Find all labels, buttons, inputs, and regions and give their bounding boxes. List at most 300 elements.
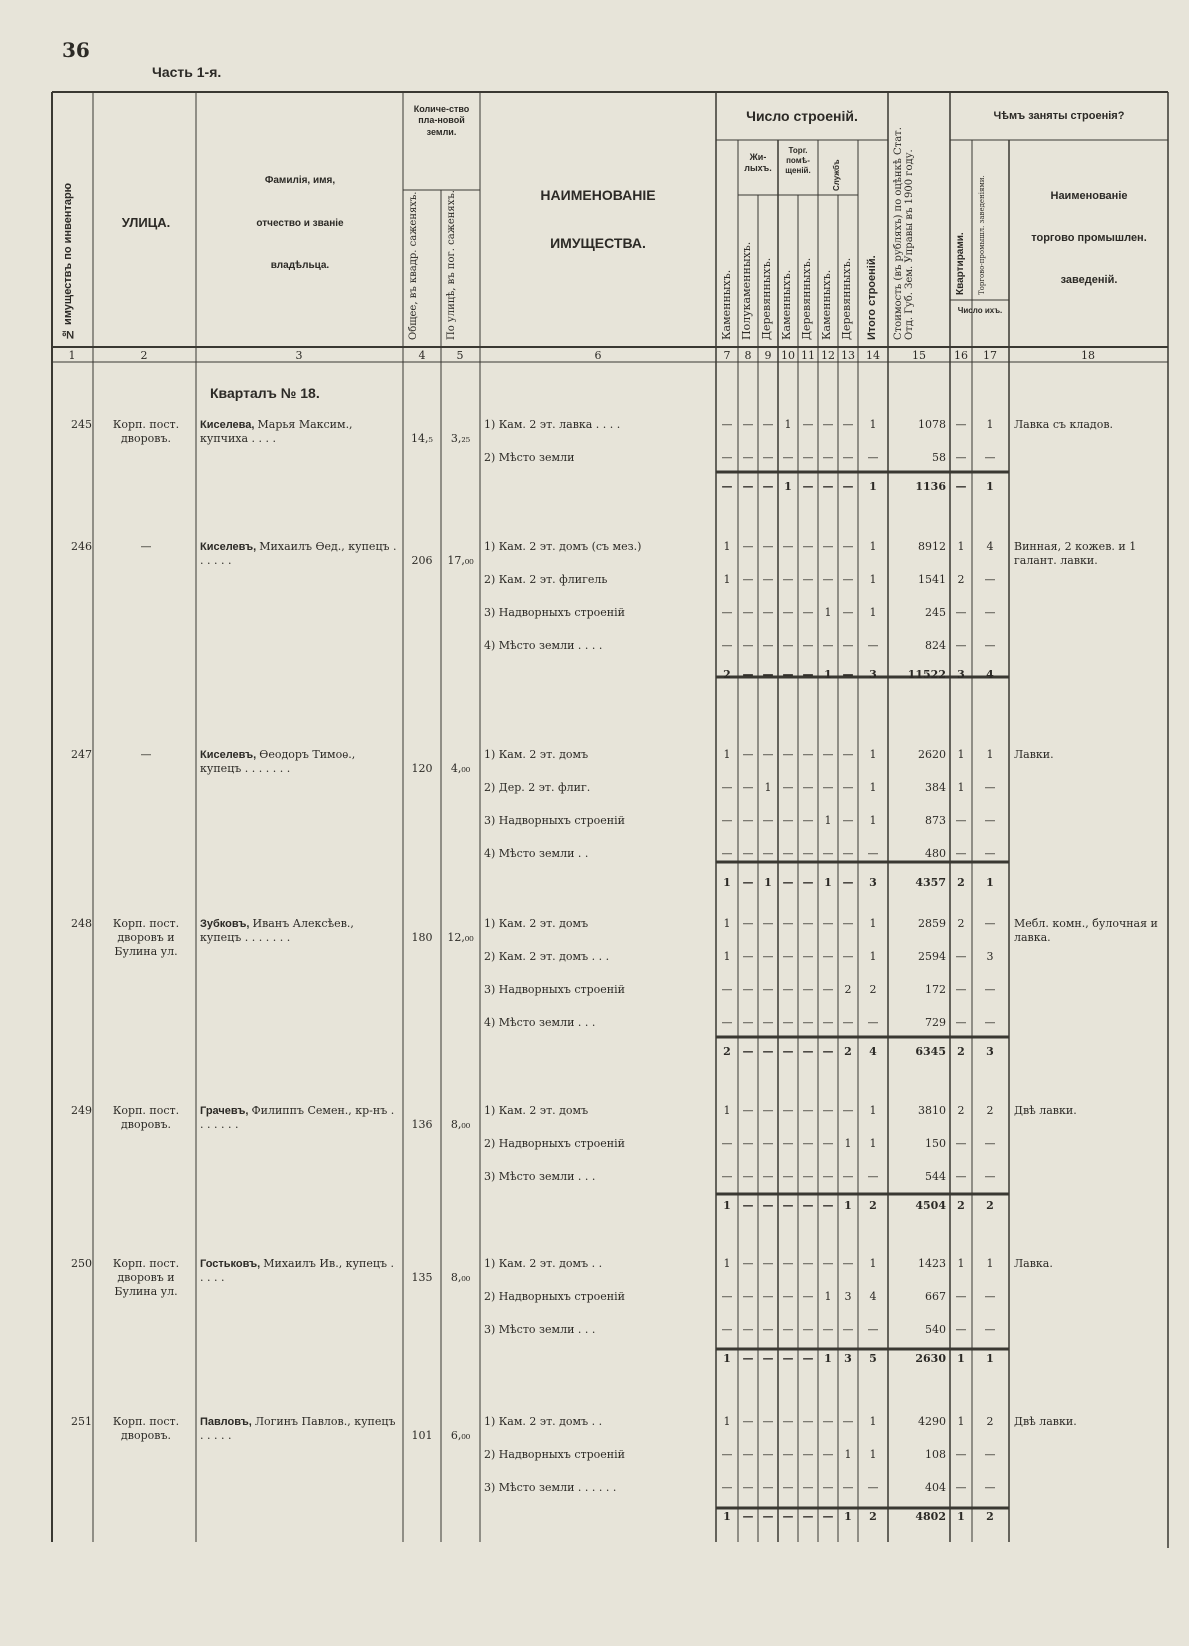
frontage: 8,₀₀: [450, 1118, 471, 1131]
building-count: —: [742, 573, 754, 586]
building-count: —: [762, 1170, 774, 1183]
column-number: 17: [983, 349, 997, 362]
building-count: —: [762, 1481, 774, 1494]
building-count: 1: [869, 1137, 877, 1150]
header-service: Службъ: [832, 159, 841, 191]
header-trade-est: Торгово-промышл. заведеніями.: [978, 175, 986, 295]
building-count: —: [782, 748, 794, 761]
building-count: —: [842, 814, 854, 827]
building-count: —: [802, 1104, 814, 1117]
building-count: 1: [784, 418, 792, 431]
owner-surname: Киселевъ,: [200, 749, 260, 761]
building-count: —: [867, 639, 879, 652]
building-count: —: [762, 748, 774, 761]
total-building-count: 1: [723, 1352, 731, 1365]
owner-surname: Киселевъ,: [200, 541, 260, 553]
trade-count: —: [984, 573, 996, 586]
header-c11: Деревянныхъ.: [800, 257, 813, 340]
building-count: —: [782, 606, 794, 619]
cost-value: 172: [925, 983, 946, 996]
header-est-line3: заведеній.: [1060, 274, 1118, 286]
building-count: —: [822, 1415, 834, 1428]
header-land: Количе-ство пла-новой земли.: [413, 104, 470, 137]
apartments-count: 1: [957, 540, 965, 553]
building-count: 1: [824, 1290, 832, 1303]
building-count: —: [802, 451, 814, 464]
header-est-line1: Наименованіе: [1050, 190, 1128, 202]
building-count: —: [802, 1137, 814, 1150]
building-count: —: [782, 983, 794, 996]
building-count: —: [762, 1415, 774, 1428]
total-building-count: —: [742, 876, 754, 889]
trade-count: —: [984, 606, 996, 619]
property-item: 1) Кам. 2 эт. лавка . . . .: [484, 418, 621, 431]
property-item: 2) Надворныхъ строеній: [484, 1290, 625, 1303]
building-count: 1: [869, 748, 877, 761]
building-count: —: [782, 1415, 794, 1428]
establishment-name: Винная, 2 кожев. и 1 галант. лавки.: [1014, 540, 1137, 567]
building-count: —: [782, 1481, 794, 1494]
cost-value: 2859: [918, 917, 946, 930]
building-count: —: [842, 950, 854, 963]
trade-count: —: [984, 1323, 996, 1336]
trade-count: —: [984, 1448, 996, 1461]
building-count: —: [802, 1448, 814, 1461]
total-building-count: 2: [844, 1045, 852, 1058]
trade-count: 4: [986, 540, 994, 553]
building-count: —: [742, 451, 754, 464]
header-owner-line3: владѣльца.: [270, 260, 330, 271]
total-trade: 1: [986, 1352, 994, 1365]
building-count: —: [822, 1137, 834, 1150]
building-count: —: [762, 917, 774, 930]
trade-count: —: [984, 451, 996, 464]
building-count: —: [842, 1481, 854, 1494]
building-count: —: [842, 748, 854, 761]
establishment-name: Лавки.: [1014, 748, 1054, 761]
total-building-count: —: [762, 480, 774, 493]
total-building-count: —: [762, 1199, 774, 1212]
apartments-count: —: [955, 418, 967, 431]
property-item: 2) Кам. 2 эт. домъ . . .: [484, 950, 610, 963]
building-count: —: [762, 1323, 774, 1336]
header-est-line2: торгово промышлен.: [1031, 232, 1147, 244]
apartments-count: —: [955, 606, 967, 619]
header-c10: Каменныхъ.: [780, 269, 793, 340]
building-count: —: [782, 451, 794, 464]
building-count: 1: [869, 917, 877, 930]
building-count: —: [842, 639, 854, 652]
building-count: —: [762, 1257, 774, 1270]
header-occupied: Чѣмъ заняты строенія?: [993, 110, 1125, 122]
total-building-count: 1: [723, 1199, 731, 1212]
building-count: —: [867, 1170, 879, 1183]
land-area: 135: [411, 1271, 433, 1284]
cost-value: 8912: [918, 540, 946, 553]
building-count: —: [822, 950, 834, 963]
total-cost: 11522: [907, 668, 946, 681]
header-buildings: Число строеній.: [746, 108, 858, 124]
column-number: 8: [744, 349, 752, 362]
header-apartments: Квартирами.: [955, 232, 966, 295]
header-property-line2: ИМУЩЕСТВА.: [550, 235, 646, 251]
building-count: —: [762, 1290, 774, 1303]
cost-value: 150: [925, 1137, 946, 1150]
total-trade: 2: [986, 1199, 994, 1212]
building-count: —: [721, 639, 733, 652]
building-count: —: [822, 451, 834, 464]
owner-details: Михаилъ Ив., купецъ . . . . .: [200, 1257, 394, 1284]
trade-count: 1: [986, 418, 994, 431]
property-item: 1) Кам. 2 эт. домъ (съ мез.): [484, 540, 642, 553]
total-building-count: —: [742, 1045, 754, 1058]
total-building-count: —: [742, 480, 754, 493]
total-building-count: 3: [869, 876, 877, 889]
trade-count: 2: [986, 1104, 994, 1117]
column-number: 14: [866, 349, 880, 362]
header-cost: Стоимость (въ рубляхъ) по оцѣнкѣ Стат. Отд. Губ. Зем. Управы въ 1900 году.: [893, 127, 915, 340]
total-trade: 1: [986, 480, 994, 493]
total-building-count: —: [762, 668, 774, 681]
owner-surname: Павловъ,: [200, 1416, 255, 1428]
building-count: —: [742, 1137, 754, 1150]
cost-value: 544: [925, 1170, 946, 1183]
street-cell: Корп. пост. дворовъ и Булина ул.: [112, 1257, 180, 1298]
total-building-count: —: [782, 1199, 794, 1212]
building-count: —: [802, 418, 814, 431]
property-item: 3) Надворныхъ строеній: [484, 814, 625, 827]
column-number: 2: [140, 349, 148, 362]
building-count: —: [822, 781, 834, 794]
column-number: 3: [295, 349, 303, 362]
trade-count: —: [984, 1170, 996, 1183]
building-count: —: [822, 1104, 834, 1117]
total-apartments: 3: [957, 668, 965, 681]
building-count: —: [822, 748, 834, 761]
building-count: —: [762, 1448, 774, 1461]
property-item: 3) Надворныхъ строеній: [484, 606, 625, 619]
building-count: 2: [869, 983, 877, 996]
header-owner-line1: Фамилія, имя,: [264, 175, 336, 186]
property-item: 3) Надворныхъ строеній: [484, 983, 625, 996]
header-c8: Полукаменныхъ.: [740, 241, 753, 340]
land-area: 136: [411, 1118, 433, 1131]
building-count: —: [742, 814, 754, 827]
building-count: 1: [844, 1448, 852, 1461]
owner-surname: Киселева,: [200, 419, 258, 431]
trade-count: 1: [986, 748, 994, 761]
building-count: —: [782, 1016, 794, 1029]
cost-value: 667: [925, 1290, 946, 1303]
building-count: —: [867, 451, 879, 464]
total-apartments: 1: [957, 1510, 965, 1523]
building-count: 1: [869, 1448, 877, 1461]
apartments-count: 2: [957, 917, 965, 930]
establishment-name: Двѣ лавки.: [1014, 1415, 1077, 1428]
building-count: 1: [723, 1104, 731, 1117]
owner-details: Иванъ Алексѣев., купецъ . . . . . . .: [200, 917, 354, 944]
building-count: —: [842, 847, 854, 860]
column-number: 10: [781, 349, 795, 362]
inventory-number: 245: [71, 418, 92, 431]
total-building-count: 4: [869, 1045, 877, 1058]
header-street: УЛИЦА.: [121, 215, 171, 230]
building-count: —: [742, 1104, 754, 1117]
building-count: —: [822, 983, 834, 996]
trade-count: —: [984, 639, 996, 652]
building-count: —: [721, 1170, 733, 1183]
building-count: 1: [869, 781, 877, 794]
total-building-count: —: [762, 1510, 774, 1523]
building-count: —: [822, 540, 834, 553]
building-count: —: [842, 451, 854, 464]
header-property-line1: НАИМЕНОВАНІЕ: [540, 187, 656, 203]
owner-surname: Зубковъ,: [200, 918, 253, 930]
building-count: —: [742, 1016, 754, 1029]
total-building-count: —: [762, 1352, 774, 1365]
apartments-count: —: [955, 451, 967, 464]
building-count: —: [867, 1016, 879, 1029]
total-building-count: 1: [723, 1510, 731, 1523]
street-cell: Корп. пост. дворовъ.: [112, 1104, 180, 1131]
cost-value: 873: [925, 814, 946, 827]
building-count: 3: [844, 1290, 852, 1303]
street-cell: Корп. пост. дворовъ.: [112, 418, 180, 445]
inventory-number: 250: [71, 1257, 92, 1270]
header-inventory-no: № имуществъ по инвентарю: [62, 182, 74, 340]
building-count: —: [742, 748, 754, 761]
frontage: 4,₀₀: [450, 762, 471, 775]
building-count: —: [782, 639, 794, 652]
building-count: —: [721, 781, 733, 794]
cost-value: 2620: [918, 748, 946, 761]
owner-details: Логинъ Павлов., купецъ . . . . .: [200, 1415, 396, 1442]
header-frontage: По улицѣ, въ пог. саженяхъ.: [446, 190, 457, 340]
building-count: —: [842, 1016, 854, 1029]
cost-value: 3810: [918, 1104, 946, 1117]
building-count: —: [822, 1016, 834, 1029]
trade-count: 2: [986, 1415, 994, 1428]
column-number: 9: [764, 349, 772, 362]
building-count: —: [782, 781, 794, 794]
owner-cell: [200, 748, 398, 776]
building-count: —: [802, 950, 814, 963]
building-count: 1: [723, 1415, 731, 1428]
building-count: —: [802, 1290, 814, 1303]
building-count: —: [762, 1016, 774, 1029]
total-building-count: —: [802, 480, 814, 493]
building-count: 1: [824, 606, 832, 619]
building-count: —: [782, 1170, 794, 1183]
column-number: 15: [912, 349, 926, 362]
building-count: —: [842, 540, 854, 553]
land-area: 101: [411, 1429, 433, 1442]
apartments-count: —: [955, 814, 967, 827]
total-building-count: —: [742, 1352, 754, 1365]
total-apartments: 2: [957, 1199, 965, 1212]
inventory-number: 249: [71, 1104, 92, 1117]
building-count: —: [782, 1323, 794, 1336]
page-number: 36: [62, 38, 90, 62]
building-count: —: [802, 1481, 814, 1494]
cost-value: 1078: [918, 418, 946, 431]
building-count: —: [802, 814, 814, 827]
total-building-count: 1: [824, 876, 832, 889]
column-number: 18: [1081, 349, 1095, 362]
building-count: —: [867, 1481, 879, 1494]
total-building-count: —: [721, 480, 733, 493]
trade-count: —: [984, 1290, 996, 1303]
cost-value: 824: [925, 639, 946, 652]
part-title: Часть 1-я.: [152, 64, 222, 80]
building-count: —: [742, 1257, 754, 1270]
owner-surname: Гостьковъ,: [200, 1258, 264, 1270]
building-count: —: [762, 814, 774, 827]
total-building-count: —: [782, 1045, 794, 1058]
column-number: 11: [801, 349, 815, 362]
land-area: 206: [411, 554, 433, 567]
building-count: —: [782, 1137, 794, 1150]
apartments-count: 1: [957, 781, 965, 794]
building-count: 1: [869, 606, 877, 619]
building-count: —: [822, 1323, 834, 1336]
property-item: 1) Кам. 2 эт. домъ: [484, 748, 589, 761]
establishment-name: Двѣ лавки.: [1014, 1104, 1077, 1117]
land-area: 180: [411, 931, 433, 944]
building-count: —: [742, 1448, 754, 1461]
header-count: Число ихъ.: [957, 306, 1003, 315]
trade-count: —: [984, 847, 996, 860]
header-living: Жи-лыхъ.: [744, 152, 772, 174]
building-count: 1: [723, 748, 731, 761]
building-count: 1: [869, 573, 877, 586]
cost-value: 729: [925, 1016, 946, 1029]
street-cell: —: [140, 748, 152, 761]
cost-value: 1541: [918, 573, 946, 586]
building-count: —: [822, 1481, 834, 1494]
apartments-count: 2: [957, 1104, 965, 1117]
total-building-count: —: [802, 876, 814, 889]
building-count: —: [802, 1323, 814, 1336]
total-trade: 3: [986, 1045, 994, 1058]
total-building-count: —: [782, 668, 794, 681]
total-building-count: —: [742, 1510, 754, 1523]
cost-value: 404: [925, 1481, 946, 1494]
total-building-count: 3: [844, 1352, 852, 1365]
building-count: —: [842, 781, 854, 794]
building-count: —: [782, 573, 794, 586]
apartments-count: —: [955, 1323, 967, 1336]
frontage: 12,₀₀: [447, 931, 474, 944]
building-count: —: [802, 1415, 814, 1428]
building-count: —: [782, 1257, 794, 1270]
property-item: 4) Мѣсто земли . .: [484, 847, 589, 860]
building-count: —: [802, 917, 814, 930]
building-count: 1: [723, 917, 731, 930]
frontage: 6,₀₀: [450, 1429, 471, 1442]
trade-count: 3: [986, 950, 994, 963]
total-building-count: —: [842, 668, 854, 681]
building-count: 1: [869, 950, 877, 963]
column-number: 4: [418, 349, 426, 362]
property-item: 4) Мѣсто земли . . . .: [484, 639, 603, 652]
property-item: 2) Кам. 2 эт. флигель: [484, 573, 608, 586]
total-building-count: —: [802, 1510, 814, 1523]
building-count: —: [782, 917, 794, 930]
owner-details: Марья Максим., купчиха . . . .: [200, 418, 353, 445]
building-count: —: [742, 1481, 754, 1494]
frontage: 3,₂₅: [450, 432, 471, 445]
building-count: —: [782, 814, 794, 827]
apartments-count: —: [955, 1290, 967, 1303]
owner-cell: [200, 418, 398, 446]
total-building-count: —: [802, 1352, 814, 1365]
header-c13: Деревянныхъ.: [840, 257, 853, 340]
building-count: —: [742, 1415, 754, 1428]
building-count: —: [721, 814, 733, 827]
building-count: —: [762, 606, 774, 619]
building-count: —: [721, 606, 733, 619]
apartments-count: —: [955, 950, 967, 963]
building-count: —: [762, 983, 774, 996]
column-number: 1: [68, 349, 76, 362]
street-cell: Корп. пост. дворовъ.: [112, 1415, 180, 1442]
building-count: —: [842, 1170, 854, 1183]
total-cost: 1136: [915, 480, 946, 493]
total-building-count: —: [802, 1199, 814, 1212]
building-count: —: [742, 606, 754, 619]
apartments-count: —: [955, 639, 967, 652]
building-count: —: [822, 917, 834, 930]
total-apartments: 2: [957, 876, 965, 889]
apartments-count: 2: [957, 573, 965, 586]
building-count: —: [721, 847, 733, 860]
building-count: 1: [869, 1257, 877, 1270]
building-count: —: [782, 1104, 794, 1117]
owner-cell: [200, 1257, 398, 1285]
building-count: —: [822, 1257, 834, 1270]
street-cell: —: [140, 540, 152, 553]
total-trade: 4: [986, 668, 994, 681]
building-count: —: [802, 983, 814, 996]
building-count: 1: [869, 1104, 877, 1117]
building-count: —: [742, 1323, 754, 1336]
building-count: —: [762, 451, 774, 464]
building-count: 1: [764, 781, 772, 794]
building-count: —: [842, 418, 854, 431]
building-count: 1: [723, 540, 731, 553]
total-building-count: —: [822, 1199, 834, 1212]
land-area: 120: [411, 762, 433, 775]
owner-details: Ѳеодоръ Тимоѳ., купецъ . . . . . . .: [200, 748, 356, 775]
total-building-count: 2: [869, 1510, 877, 1523]
total-building-count: 1: [723, 876, 731, 889]
land-area: 14,₅: [411, 432, 433, 445]
building-count: —: [721, 1481, 733, 1494]
building-count: —: [721, 983, 733, 996]
building-count: —: [822, 1448, 834, 1461]
total-building-count: 1: [784, 480, 792, 493]
apartments-count: 1: [957, 1257, 965, 1270]
total-building-count: 1: [824, 668, 832, 681]
property-item: 3) Мѣсто земли . . .: [484, 1323, 596, 1336]
owner-cell: [200, 917, 398, 945]
building-count: —: [742, 1290, 754, 1303]
apartments-count: —: [955, 1481, 967, 1494]
building-count: —: [782, 847, 794, 860]
property-item: 1) Кам. 2 эт. домъ: [484, 1104, 589, 1117]
owner-cell: [200, 540, 398, 568]
